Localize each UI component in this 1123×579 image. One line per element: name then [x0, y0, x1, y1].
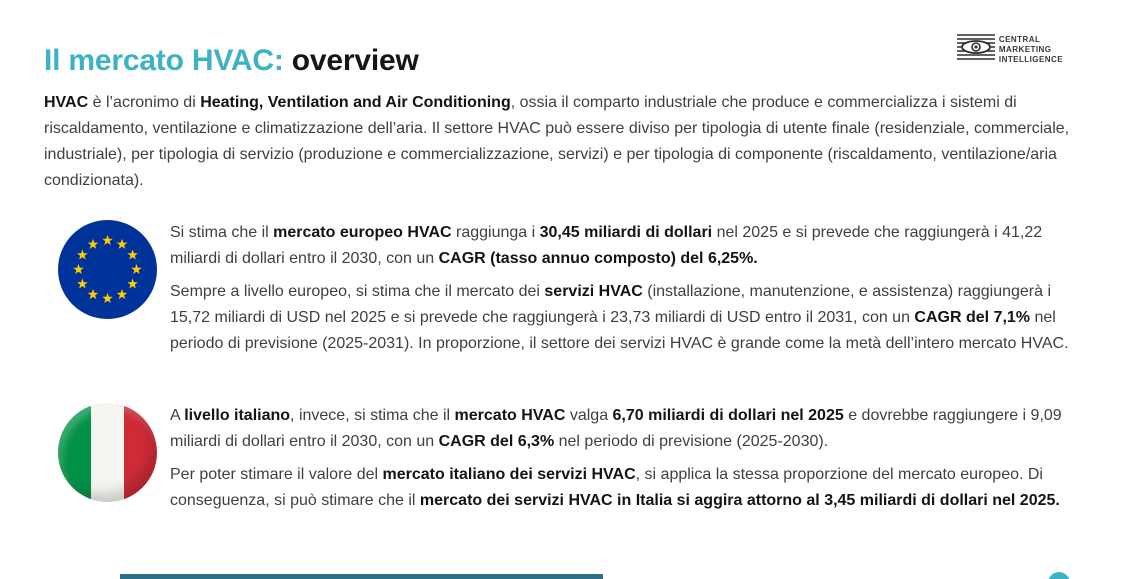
company-logo	[956, 32, 1063, 67]
footer-page-circle	[1048, 572, 1070, 579]
europe-text-block	[170, 220, 1085, 364]
italy-paragraph-1: A livello italiano, invece, si stima che il mercato HVAC valga 6,70 miliardi di dollari nel 2025 e dovrebbe raggiungere i 9,09 miliardi di dollari entro il 2030, con un CAGR del 6,3% nel periodo di previsione (2025-2030).	[170, 407, 1062, 450]
logo-line: MARKETING	[998, 44, 1052, 54]
section-europe	[58, 220, 1085, 364]
logo-line: INTELLIGENCE	[998, 54, 1063, 64]
italy-text-block	[170, 403, 1085, 521]
eu-flag-icon	[58, 220, 157, 319]
logo-eye-icon	[956, 32, 996, 67]
europe-paragraph-2: Sempre a livello europeo, si stima che il mercato dei servizi HVAC (installazione, manutenzione, e assistenza) raggiungerà i 15,72 miliardi di USD nel 2025 e si prevede che raggiungerà i 23,73 miliardi di USD entro il 2031, con un CAGR del 7,1% nel periodo di previsione (2025-2031). In proporzione, il settore dei servizi HVAC è grande come la metà dell’intero mercato HVAC.	[170, 283, 1069, 352]
page-title	[44, 44, 419, 78]
italy-flag-icon	[58, 403, 157, 502]
page-title-rest: overview	[291, 44, 419, 77]
intro-paragraph: HVAC è l’acronimo di Heating, Ventilation and Air Conditioning, ossia il comparto industriale che produce e commercializza i sistemi di riscaldamento, ventilazione e climatizzazione dell’aria. Il settore HVAC può essere diviso per tipologia di utente finale (residenziale, commerciale, industriale), per tipologia di servizio (produzione e commercializzazione, servizi) e per tipologia di componente (riscaldamento, ventilazione/aria condizionata).	[44, 94, 1070, 189]
footer-accent-bar	[120, 574, 603, 579]
europe-paragraph-1: Si stima che il mercato europeo HVAC raggiunga i 30,45 miliardi di dollari nel 2025 e si prevede che raggiungerà i 41,22 miliardi di dollari entro il 2030, con un CAGR (tasso annuo composto) del 6,25%.	[170, 224, 1043, 267]
section-italy	[58, 403, 1085, 521]
logo-line: CENTRAL	[998, 34, 1041, 44]
page-title-accent: Il mercato HVAC:	[44, 44, 292, 77]
logo-wordmark	[999, 35, 1063, 65]
italy-paragraph-2: Per poter stimare il valore del mercato italiano dei servizi HVAC, si applica la stessa proporzione del mercato europeo. Di conseguenza, si può stimare che il mercato dei servizi HVAC in Italia si aggira attorno al 3,45 miliardi di dollari nel 2025.	[170, 466, 1060, 509]
